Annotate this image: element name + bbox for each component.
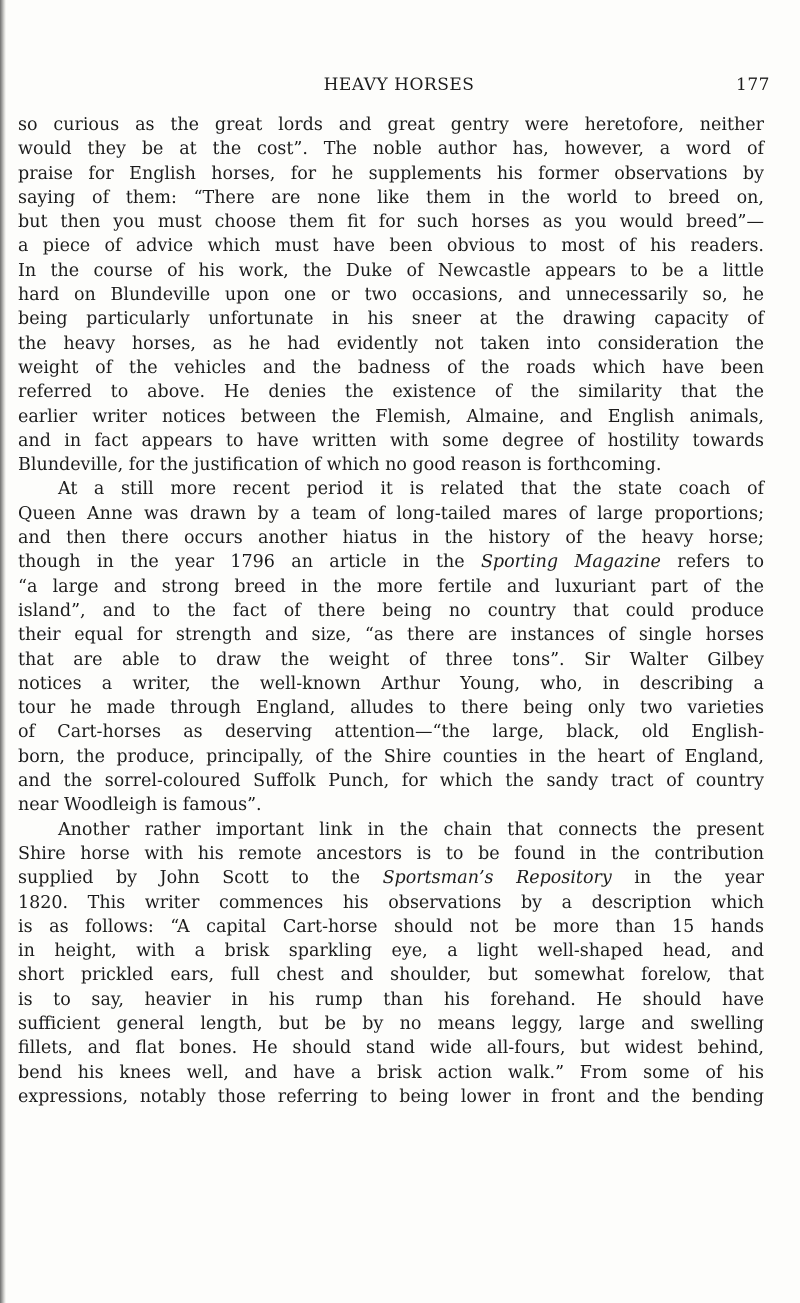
text-line: and in fact appears to have written with some degree of hostility towards [18, 430, 764, 451]
text-line: “a large and strong breed in the more fertile and luxuriant part of the [18, 576, 764, 597]
running-head [18, 75, 780, 99]
text-line: hard on Blundeville upon one or two occasions, and unnecessarily so, he [18, 285, 764, 306]
text-line: that are able to draw the weight of three tons”. Sir Walter Gilbey [18, 649, 764, 670]
text-line: near Woodleigh is famous”. [18, 795, 262, 816]
text-line: Queen Anne was drawn by a team of long-tailed mares of large proportions; [18, 503, 764, 524]
text-line: sufficient general length, but be by no means leggy, large and swelling [18, 1013, 764, 1034]
text-line: so curious as the great lords and great gentry were heretofore, neither [18, 115, 764, 135]
text-line: in height, with a brisk sparkling eye, a light well-shaped head, and [18, 941, 764, 962]
text-line: saying of them: “There are none like them in the world to breed on, [18, 187, 764, 208]
text-line: and then there occurs another hiatus in the history of the heavy horse; [18, 528, 764, 549]
text-line: referred to above. He denies the existence of the similarity that the [18, 382, 764, 403]
text-segment: supplied by John Scott to the [18, 868, 383, 889]
body-text [18, 113, 764, 1109]
page-number: 177 [736, 75, 770, 95]
text-line: weight of the vehicles and the badness of the roads which have been [18, 357, 764, 378]
text-line: Shire horse with his remote ancestors is to be found in the contribution [18, 843, 764, 864]
text-line: the heavy horses, as he had evidently not taken into consideration the [18, 333, 764, 354]
text-line: notices a writer, the well-known Arthur Young, who, in describing a [18, 673, 764, 694]
text-line: At a still more recent period it is related that the state coach of [58, 479, 764, 500]
text-line: tour he made through England, alludes to there being only two varieties [18, 698, 764, 719]
text-line: would they be at the cost”. The noble author has, however, a word of [18, 139, 764, 160]
page-binding-edge [0, 0, 6, 1303]
text-segment: though in the year 1796 an article in the [18, 552, 481, 573]
text-line: island”, and to the fact of there being no country that could produce [18, 600, 764, 621]
text-line: fillets, and flat bones. He should stand wide all-fours, but widest behind, [18, 1038, 764, 1059]
running-title: HEAVY HORSES [323, 75, 475, 95]
text-line: expressions, notably those referring to being lower in front and the bending [18, 1086, 764, 1107]
text-line: 1820. This writer commences his observations by a description which [18, 892, 764, 913]
text-line: earlier writer notices between the Flemish, Almaine, and English animals, [18, 406, 764, 427]
text-line: Blundeville, for the justification of which no good reason is forthcoming. [18, 455, 662, 476]
text-line: but then you must choose them fit for such horses as you would breed”— [18, 212, 764, 233]
text-line: born, the produce, principally, of the Shire counties in the heart of England, [18, 746, 764, 767]
italic-title: Sportsman’s Repository [382, 868, 612, 889]
text-line: being particularly unfortunate in his sneer at the drawing capacity of [18, 309, 764, 330]
text-segment: refers to [660, 552, 764, 573]
text-line: is to say, heavier in his rump than his forehand. He should have [18, 989, 764, 1010]
text-line: bend his knees well, and have a brisk action walk.” From some of his [18, 1062, 764, 1083]
text-line: their equal for strength and size, “as there are instances of single horses [18, 625, 764, 646]
text-line: In the course of his work, the Duke of Newcastle appears to be a little [18, 260, 764, 281]
text-line: a piece of advice which must have been obvious to most of his readers. [18, 236, 764, 257]
text-segment: in the year [611, 868, 764, 889]
text-line: Another rather important link in the chain that connects the present [58, 819, 764, 840]
italic-title: Sporting Magazine [480, 552, 661, 573]
text-line: short prickled ears, full chest and shoulder, but somewhat forelow, that [18, 965, 764, 986]
text-line [18, 550, 764, 574]
text-line: of Cart-horses as deserving attention—“the large, black, old English- [18, 722, 764, 743]
text-line: and the sorrel-coloured Suffolk Punch, for which the sandy tract of country [18, 771, 764, 792]
text-line: praise for English horses, for he supplements his former observations by [18, 163, 764, 184]
text-line [18, 866, 764, 890]
text-line: is as follows: “A capital Cart-horse should not be more than 15 hands [18, 916, 764, 937]
